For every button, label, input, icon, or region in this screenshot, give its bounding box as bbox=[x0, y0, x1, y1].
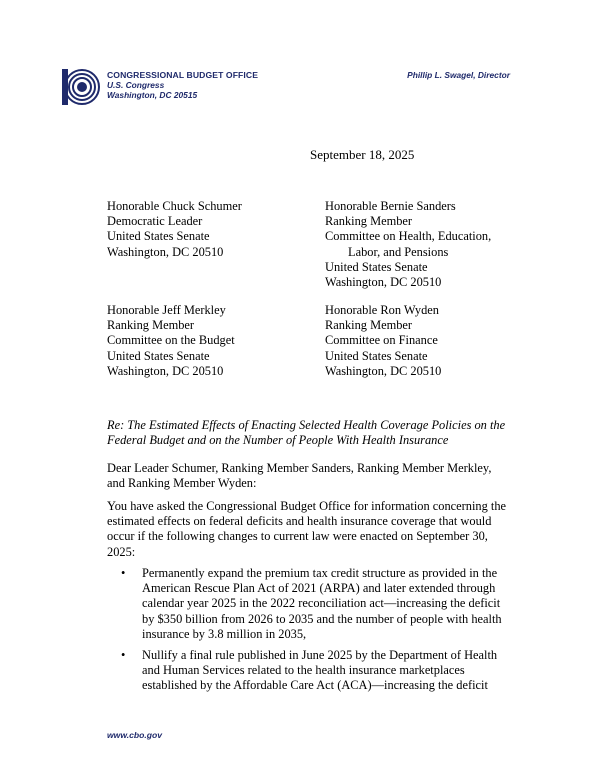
addressee-line: Ranking Member bbox=[107, 318, 195, 333]
subject-line: Re: The Estimated Effects of Enacting Selected Health Coverage Policies on the Federal Budget and on the Number of People With Health Insurance bbox=[107, 418, 506, 448]
addressee-line: United States Senate bbox=[325, 259, 428, 274]
org-line2: U.S. Congress bbox=[107, 80, 165, 90]
addressee-line: United States Senate bbox=[107, 348, 210, 363]
salutation: Dear Leader Schumer, Ranking Member Sanders, Ranking Member Merkley, and Ranking Member Wyden: bbox=[107, 461, 492, 491]
addressee-line: Labor, and Pensions bbox=[348, 244, 449, 259]
addressee-line: Honorable Ron Wyden bbox=[325, 303, 439, 317]
list-item bbox=[107, 648, 507, 694]
addressee-line: Democratic Leader bbox=[107, 214, 203, 229]
addressee-line: United States Senate bbox=[107, 229, 210, 244]
addressee-line: Washington, DC 20510 bbox=[325, 275, 442, 290]
org-name: CONGRESSIONAL BUDGET OFFICE bbox=[107, 70, 259, 80]
cbo-logo bbox=[60, 67, 100, 107]
addressee-line: Committee on Health, Education, bbox=[325, 229, 492, 244]
policy-list bbox=[107, 566, 507, 700]
list-item-text: Permanently expand the premium tax credit structure as provided in the American Rescue Plan Act of 2021 (ARPA) and later extended through calendar year 2025 in the 2022 reconciliation act—increasing the deficit by $350 billion from 2026 to 2035 and the number of people with health insurance by 3.8 million in 2035, bbox=[142, 566, 502, 641]
bullet-icon: • bbox=[121, 566, 126, 580]
bullet-icon: • bbox=[121, 648, 126, 663]
addressee-line: Washington, DC 20510 bbox=[325, 363, 442, 378]
intro-paragraph: You have asked the Congressional Budget Office for information concerning the estimated effects on federal deficits and health insurance coverage that would occur if the following changes to current law were enacted on September 30, 2025: bbox=[107, 499, 507, 559]
addressee-line: Honorable Jeff Merkley bbox=[107, 303, 226, 317]
addressee-line: Committee on Finance bbox=[325, 333, 438, 348]
website-link[interactable]: www.cbo.gov bbox=[107, 730, 163, 740]
addressee-line: Committee on the Budget bbox=[107, 333, 235, 348]
letterhead bbox=[107, 70, 258, 100]
org-line3: Washington, DC 20515 bbox=[107, 90, 198, 100]
director-name: Phillip L. Swagel, Director bbox=[407, 70, 510, 80]
letter-date: September 18, 2025 bbox=[310, 147, 415, 162]
addressee-line: United States Senate bbox=[325, 348, 428, 363]
addressee-merkley bbox=[107, 303, 235, 379]
addressee-sanders bbox=[325, 199, 491, 290]
addressee-line: Honorable Chuck Schumer bbox=[107, 199, 242, 213]
list-item bbox=[107, 566, 507, 642]
addressee-line: Ranking Member bbox=[325, 214, 413, 229]
addressee-wyden bbox=[325, 303, 441, 379]
addressee-line: Washington, DC 20510 bbox=[107, 363, 224, 378]
list-item-text: Nullify a final rule published in June 2025 by the Department of Health and Human Services related to the health insurance marketplaces established by the Affordable Care Act (ACA)—increasing the deficit bbox=[142, 648, 498, 693]
addressee-line: Ranking Member bbox=[325, 318, 413, 333]
addressee-line: Washington, DC 20510 bbox=[107, 244, 224, 259]
addressee-line: Honorable Bernie Sanders bbox=[325, 199, 456, 213]
addressee-schumer bbox=[107, 199, 242, 260]
